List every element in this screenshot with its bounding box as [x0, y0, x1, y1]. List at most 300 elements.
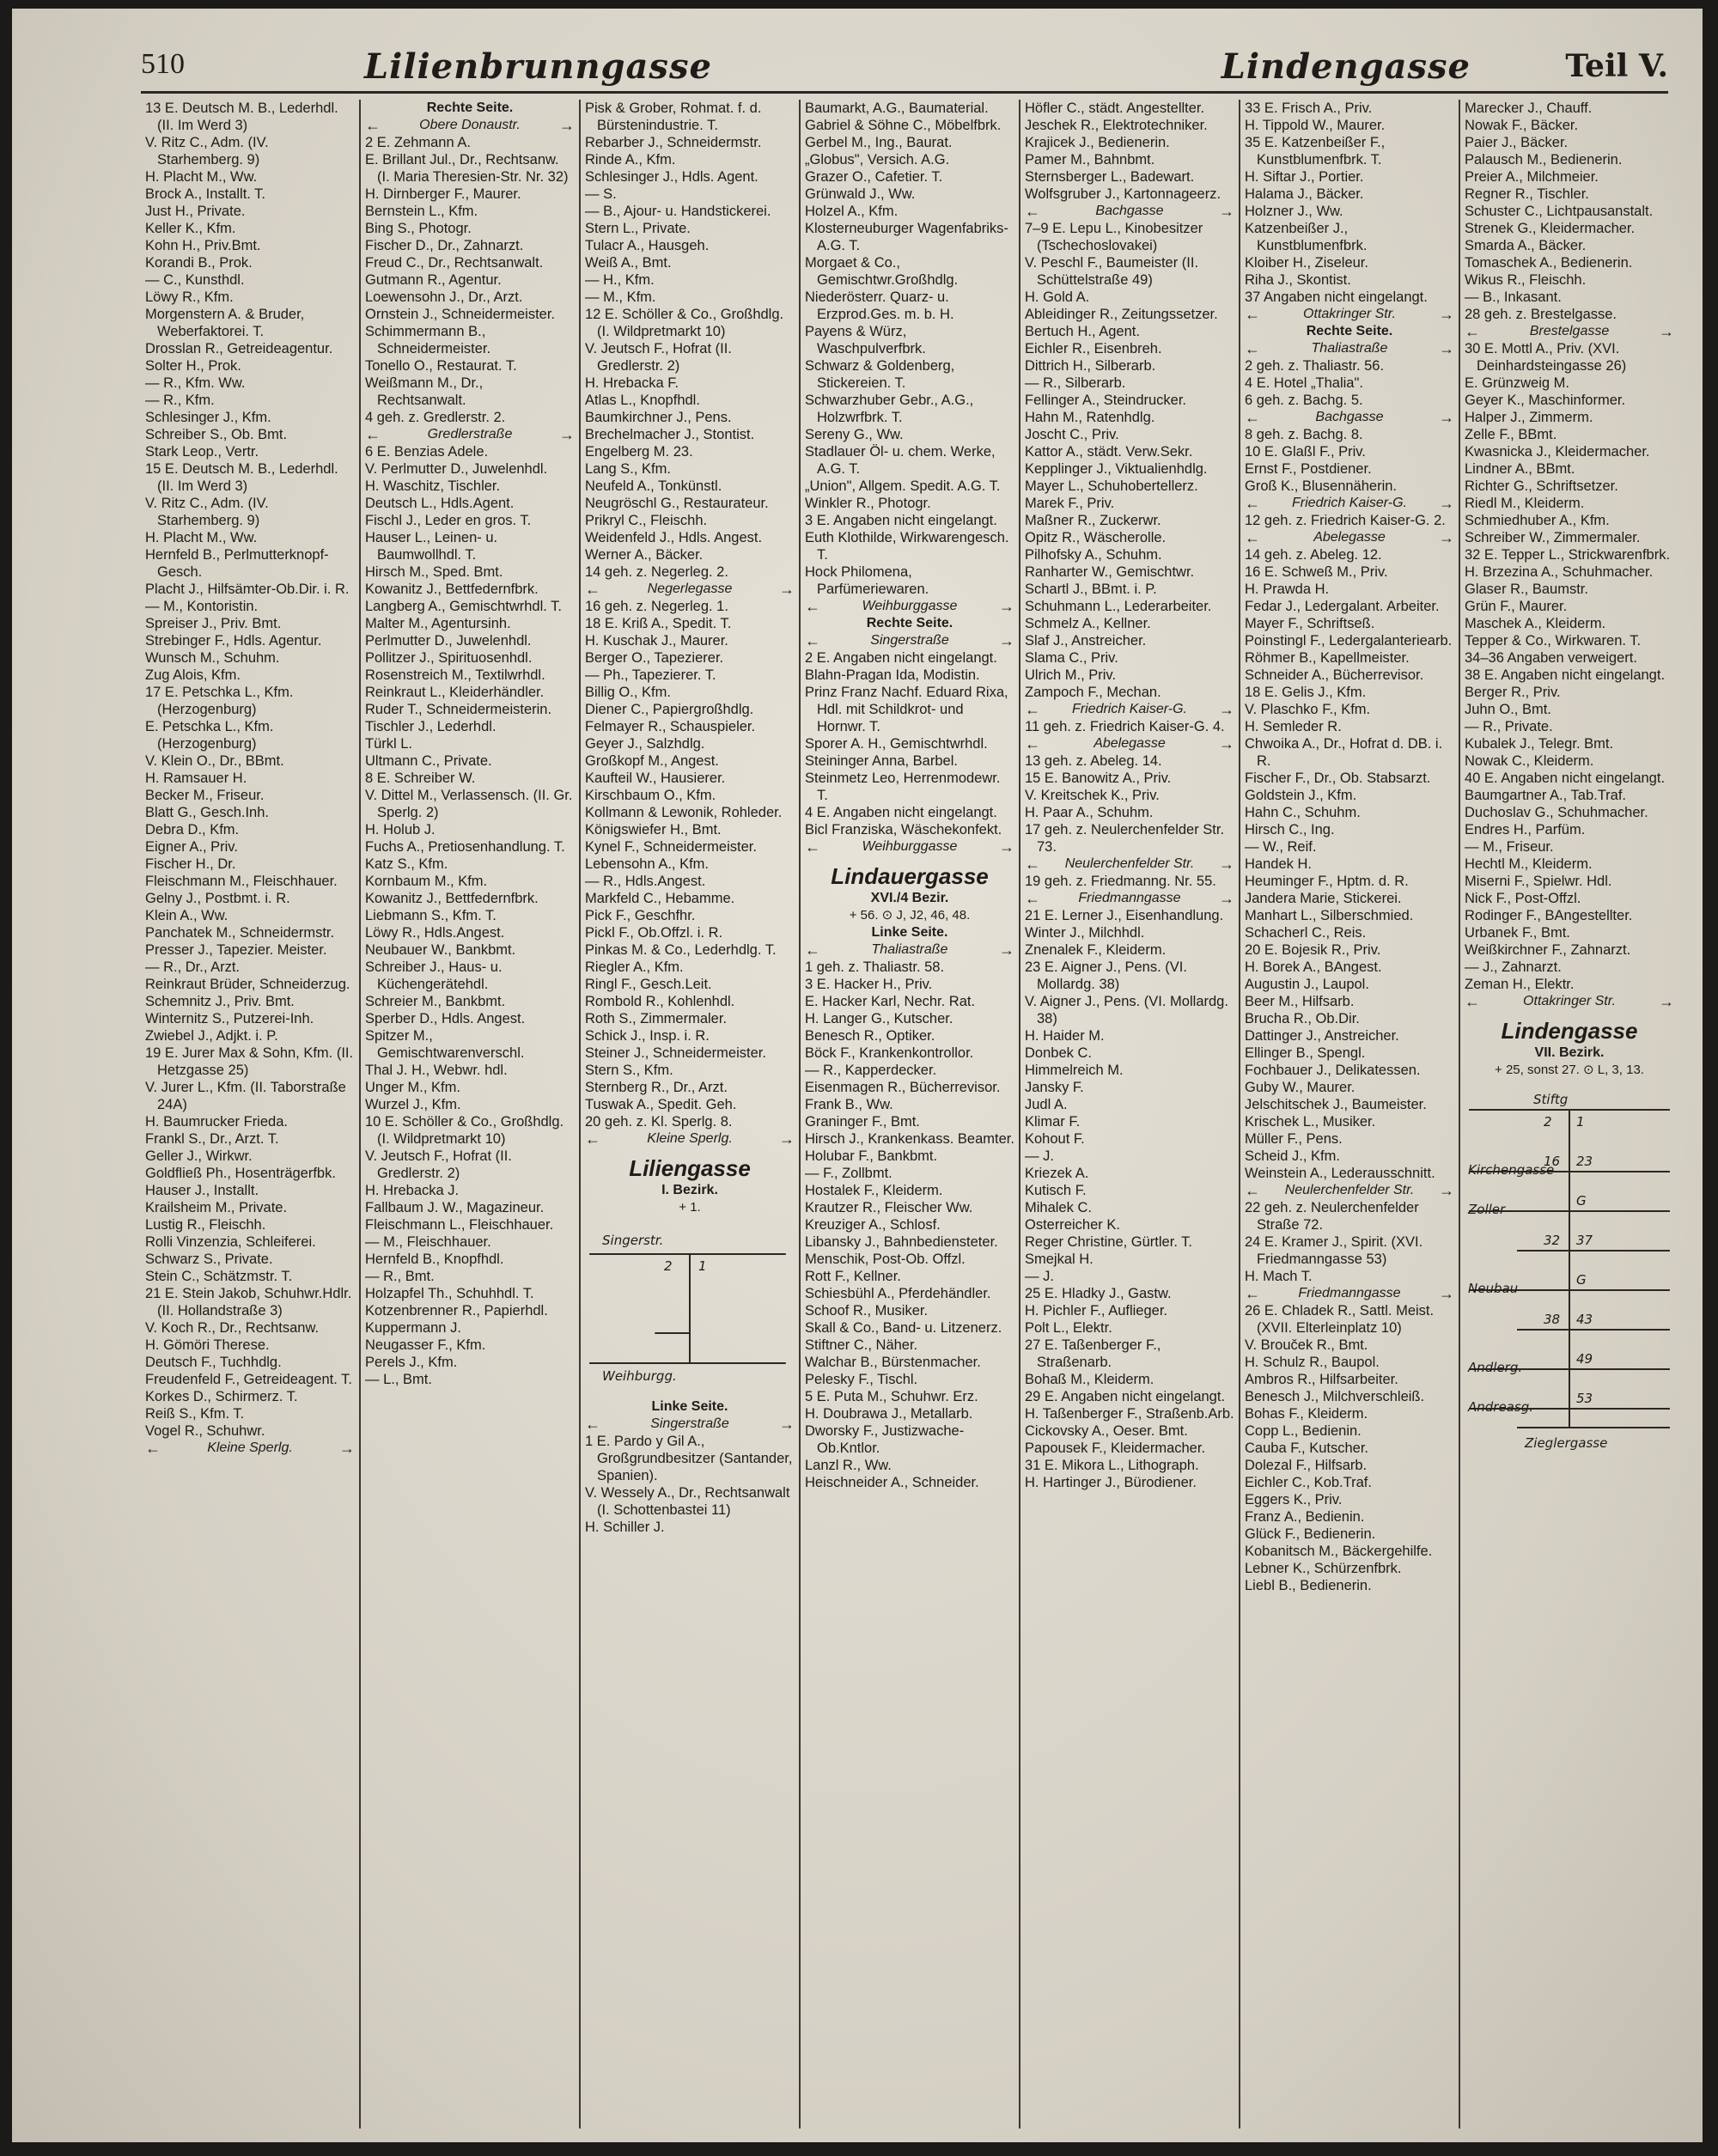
directory-entry: Unger M., Kfm.: [365, 1080, 460, 1095]
directory-entry: Perlmutter D., Juwelenhdl.: [365, 633, 532, 649]
directory-entry: Franz A., Bedienin.: [1245, 1509, 1365, 1525]
arrow-right-icon: →: [998, 598, 1014, 615]
directory-entry: Fischer H., Dr.: [145, 856, 236, 872]
directory-entry: Handek H.: [1245, 856, 1312, 872]
directory-entry: Rinde A., Kfm.: [585, 152, 676, 167]
arrow-left-icon: ←: [1025, 890, 1040, 907]
arrow-right-icon: →: [1219, 856, 1234, 873]
arrow-left-icon: ←: [365, 117, 381, 134]
directory-entry: Manhart L., Silberschmied.: [1245, 908, 1414, 923]
directory-entry: Reinkraut L., Kleiderhändler.: [365, 685, 545, 700]
directory-entry: Pick F., Geschfhr.: [585, 908, 696, 923]
directory-entry: Fleischmann L., Fleischhauer.: [365, 1217, 554, 1233]
directory-entry: — R., Silberarb.: [1025, 375, 1126, 391]
directory-entry: Rott F., Kellner.: [805, 1269, 901, 1284]
cross-street: [1245, 1285, 1454, 1302]
directory-entry: — J., Zahnarzt.: [1465, 959, 1562, 975]
directory-entry: Fallbaum J. W., Magazineur.: [365, 1200, 545, 1215]
directory-entry: Fleischmann M., Fleischhauer.: [145, 874, 338, 889]
transit-note: + 56. ⊙ J, J2, 46, 48.: [849, 908, 971, 923]
directory-entry: 28 geh. z. Brestelgasse.: [1465, 307, 1617, 322]
directory-entry: Hirsch J., Krankenkass. Beamter.: [805, 1131, 1014, 1147]
directory-entry: 12 geh. z. Friedrich Kaiser-G. 2.: [1245, 513, 1446, 528]
cross-street-name: Brestelgasse: [1529, 324, 1610, 338]
directory-entry: 20 geh. z. Kl. Sperlg. 8.: [585, 1114, 733, 1130]
directory-entry: Ornstein J., Schneidermeister.: [365, 307, 556, 322]
directory-entry: H. Mach T.: [1245, 1269, 1313, 1284]
directory-entry: H. Placht M., Ww.: [145, 169, 258, 185]
directory-entry: H. Doubrawa J., Metallarb.: [805, 1406, 973, 1422]
directory-entry: Jelschitschek J., Baumeister.: [1245, 1097, 1427, 1112]
directory-entry: H. Tippold W., Maurer.: [1245, 118, 1386, 133]
street-heading: Lindauergasse: [831, 863, 989, 889]
cross-street-name: Ottakringer Str.: [1303, 307, 1396, 321]
section-heading: Rechte Seite.: [426, 100, 514, 115]
cross-street-name: Friedmanngasse: [1078, 891, 1181, 905]
directory-entry: Winter J., Milchhdl.: [1025, 925, 1145, 941]
directory-entry: Heischneider A., Schneider.: [805, 1475, 979, 1490]
arrow-right-icon: →: [1218, 890, 1234, 907]
directory-entry: Marecker J., Chauff.: [1465, 100, 1593, 116]
directory-entry: Loewensohn J., Dr., Arzt.: [365, 289, 523, 305]
arrow-left-icon: ←: [1465, 993, 1480, 1010]
directory-entry: Joscht C., Priv.: [1025, 427, 1119, 442]
cross-street-name: Thaliastraße: [871, 942, 948, 957]
directory-entry: V. Jeutsch F., Hofrat (II. Gredlerstr. 2): [585, 341, 732, 374]
arrow-right-icon: →: [1219, 701, 1234, 718]
directory-entry: Ernst F., Postdiener.: [1245, 461, 1372, 477]
directory-entry: V. Klein O., Dr., BBmt.: [145, 753, 284, 769]
directory-entry: 4 E. Angaben nicht eingelangt.: [805, 805, 997, 820]
directory-entry: Steinmetz Leo, Herrenmodewr. T.: [805, 770, 1001, 803]
directory-entry: Röhmer B., Kapellmeister.: [1245, 650, 1410, 666]
cross-street: [1025, 890, 1234, 907]
directory-entry: Rosenstreich M., Textilwrhdl.: [365, 667, 545, 683]
directory-entry: Ranharter W., Gemischtwr.: [1025, 564, 1195, 580]
sketch-house-number: 49: [1576, 1351, 1593, 1367]
sketch-house-number: 23: [1576, 1154, 1593, 1169]
sketch-house-number: 16: [1544, 1154, 1561, 1169]
directory-entry: Hahn C., Schuhm.: [1245, 805, 1361, 820]
directory-entry: Walchar B., Bürstenmacher.: [805, 1355, 981, 1370]
directory-entry: Sternsberger L., Badewart.: [1025, 169, 1195, 185]
directory-entry: Keller K., Kfm.: [145, 221, 236, 236]
directory-entry: Schimmermann B., Schneidermeister.: [365, 324, 491, 356]
directory-entry: Neubauer W., Bankbmt.: [365, 942, 516, 958]
cross-street: [1245, 529, 1454, 546]
directory-entry: H. Brzezina A., Schuhmacher.: [1465, 564, 1654, 580]
directory-entry: Baumgartner A., Tab.Traf.: [1465, 788, 1627, 803]
arrow-right-icon: →: [1439, 495, 1454, 512]
directory-entry: 35 E. Katzenbeißer F., Kunstblumenfbrk. T.: [1245, 135, 1386, 167]
directory-entry: 10 E. Glaßl F., Priv.: [1245, 444, 1366, 460]
directory-entry: Kotzenbrenner R., Papierhdl.: [365, 1303, 548, 1319]
directory-entry: Tomaschek A., Bedienerin.: [1465, 255, 1633, 271]
directory-entry: Perels J., Kfm.: [365, 1355, 458, 1370]
directory-entry: Wunsch M., Schuhm.: [145, 650, 280, 666]
directory-entry: Nowak C., Kleiderm.: [1465, 753, 1594, 769]
directory-entry: Pisk & Grober, Rohmat. f. d. Bürstenindustrie. T.: [585, 100, 762, 133]
directory-entry: 6 E. Benzias Adele.: [365, 444, 489, 460]
directory-entry: Bertuch H., Agent.: [1025, 324, 1140, 339]
directory-entry: Böck F., Krankenkontrollor.: [805, 1045, 974, 1061]
directory-entry: Winternitz S., Putzerei-Inh.: [145, 1011, 314, 1026]
directory-entry: 3 E. Angaben nicht eingelangt.: [805, 513, 997, 528]
sketch-bottom-street: Zieglergasse: [1525, 1435, 1608, 1451]
directory-entry: 17 E. Petschka L., Kfm. (Herzogenburg): [145, 685, 294, 717]
cross-street: [1465, 993, 1674, 1010]
cross-street: [805, 941, 1014, 959]
directory-entry: Hernfeld B., Perlmutterknopf-Gesch.: [145, 547, 329, 580]
directory-entry: Sternberg R., Dr., Arzt.: [585, 1080, 728, 1095]
directory-entry: 8 E. Schreiber W.: [365, 770, 476, 786]
left-running-head: Lilienbrunngasse: [364, 46, 712, 87]
directory-entry: Schemnitz J., Priv. Bmt.: [145, 994, 295, 1009]
arrow-right-icon: →: [1439, 529, 1454, 546]
cross-street: [1245, 1182, 1454, 1199]
directory-entry: V. Koch R., Dr., Rechtsanw.: [145, 1320, 320, 1336]
directory-entry: Nowak F., Bäcker.: [1465, 118, 1579, 133]
directory-entry: Schuhmann L., Lederarbeiter.: [1025, 599, 1212, 614]
cross-street-name: Abelegasse: [1313, 530, 1386, 545]
directory-entry: Maschek A., Kleiderm.: [1465, 616, 1606, 631]
sketch-house-number: 43: [1576, 1312, 1593, 1327]
directory-entry: Kubalek J., Telegr. Bmt.: [1465, 736, 1614, 752]
cross-street: [1245, 495, 1454, 512]
directory-entry: E. Hacker Karl, Nechr. Rat.: [805, 994, 976, 1009]
directory-entry: 24 E. Kramer J., Spirit. (XVI. Friedmanngasse 53): [1245, 1234, 1423, 1267]
directory-entry: Judl A.: [1025, 1097, 1068, 1112]
arrow-left-icon: ←: [1025, 203, 1040, 220]
directory-entry: — R., Dr., Arzt.: [145, 959, 241, 975]
directory-entry: Malter M., Agentursinh.: [365, 616, 511, 631]
arrow-left-icon: ←: [585, 1416, 600, 1433]
directory-entry: Osterreicher K.: [1025, 1217, 1120, 1233]
directory-entry: H. Borek A., BAngest.: [1245, 959, 1382, 975]
directory-entry: Baumkirchner J., Pens.: [585, 410, 732, 425]
sketch-house-number: G: [1576, 1193, 1587, 1209]
cross-street: [1025, 735, 1234, 752]
directory-entry: Nick F., Post-Offzl.: [1465, 891, 1581, 906]
arrow-left-icon: ←: [1025, 856, 1040, 873]
directory-entry: Lebner K., Schürzenfbrk.: [1245, 1561, 1402, 1576]
arrow-right-icon: →: [999, 632, 1014, 649]
directory-entry: Wikus R., Fleischh.: [1465, 272, 1587, 288]
directory-entry: Hirsch M., Sped. Bmt.: [365, 564, 503, 580]
directory-entry: Marek F., Priv.: [1025, 496, 1115, 511]
directory-entry: — F., Zollbmt.: [805, 1166, 893, 1181]
directory-entry: 30 E. Mottl A., Priv. (XVI. Deinhardsteingasse 26): [1465, 341, 1627, 374]
directory-entry: — J.: [1025, 1148, 1054, 1164]
directory-entry: Engelberg M. 23.: [585, 444, 693, 460]
directory-entry: 4 E. Hotel „Thalia".: [1245, 375, 1363, 391]
directory-entry: Dworsky F., Justizwache-Ob.Kntlor.: [805, 1423, 965, 1456]
cross-street-name: Kleine Sperlg.: [207, 1440, 293, 1455]
arrow-left-icon: ←: [1245, 529, 1260, 546]
directory-entry: Paier J., Bäcker.: [1465, 135, 1569, 150]
sketch-top-street: Singerstr.: [602, 1233, 664, 1248]
directory-entry: Pinkas M. & Co., Lederhdlg. T.: [585, 942, 777, 958]
directory-entry: Duchoslav G., Schuhmacher.: [1465, 805, 1648, 820]
directory-entry: Prikryl C., Fleischh.: [585, 513, 708, 528]
directory-entry: Euth Klothilde, Wirkwarengesch. T.: [805, 530, 1009, 563]
directory-entry: Kuppermann J.: [365, 1320, 461, 1336]
cross-street-name: Thaliastraße: [1311, 341, 1388, 356]
directory-entry: 14 geh. z. Negerleg. 2.: [585, 564, 728, 580]
sketch-cross-street: Andlerg.: [1468, 1360, 1523, 1375]
directory-entry: Gutmann R., Agentur.: [365, 272, 502, 288]
directory-entry: Juhn O., Bmt.: [1465, 702, 1551, 717]
directory-entry: Ableidinger R., Zeitungssetzer.: [1025, 307, 1218, 322]
directory-entry: H. Hrebacka F.: [585, 375, 679, 391]
directory-entry: Katzenbeißer J., Kunstblumenfbrk.: [1245, 221, 1368, 253]
directory-entry: 10 E. Schöller & Co., Großhdlg. (I. Wildpretmarkt 10): [365, 1114, 564, 1147]
right-running-head: Lindengasse: [1221, 46, 1471, 87]
directory-entry: Brock A., Installt. T.: [145, 186, 266, 202]
directory-entry: Graninger F., Bmt.: [805, 1114, 920, 1130]
sketch-cross-street: Neubau: [1468, 1281, 1519, 1296]
directory-entry: Markfeld C., Hebamme.: [585, 891, 735, 906]
cross-street-name: Weihburggasse: [862, 599, 958, 613]
directory-entry: Strenek G., Kleidermacher.: [1465, 221, 1636, 236]
directory-entry: — M., Friseur.: [1465, 839, 1554, 855]
directory-entry: H. Schiller J.: [585, 1520, 665, 1535]
directory-entry: Stark Leop., Vertr.: [145, 444, 259, 460]
cross-street-name: Abelegasse: [1094, 736, 1166, 751]
district-label: XVI./4 Bezir.: [870, 891, 949, 905]
directory-entry: Kowanitz J., Bettfedernfbrk.: [365, 582, 539, 597]
directory-entry: — B., Inkasant.: [1465, 289, 1562, 305]
directory-entry: Schreiber W., Zimmermaler.: [1465, 530, 1641, 545]
part-label: Teil V.: [1565, 48, 1668, 84]
cross-street-name: Neulerchenfelder Str.: [1064, 856, 1195, 871]
directory-entry: Goldfließ Ph., Hosenträgerfbk.: [145, 1166, 336, 1181]
cross-street: [1025, 856, 1234, 873]
directory-entry: Strebinger F., Hdls. Agentur.: [145, 633, 322, 649]
directory-entry: Weißmann M., Dr., Rechtsanwalt.: [365, 375, 484, 408]
directory-entry: Stein C., Schätzmstr. T.: [145, 1269, 293, 1284]
directory-entry: Schmiedhuber A., Kfm.: [1465, 513, 1610, 528]
directory-entry: 32 E. Tepper L., Strickwarenfbrk.: [1465, 547, 1671, 563]
directory-entry: Urbanek F., Bmt.: [1465, 925, 1570, 941]
directory-entry: Dittrich H., Silberarb.: [1025, 358, 1156, 374]
directory-entry: Grünwald J., Ww.: [805, 186, 916, 202]
directory-entry: — R., Kfm.: [145, 393, 215, 408]
sketch-house-number: 2: [664, 1258, 673, 1274]
directory-entry: H. Gömöri Therese.: [145, 1337, 270, 1353]
arrow-right-icon: →: [1218, 203, 1234, 220]
directory-entry: Grün F., Maurer.: [1465, 599, 1568, 614]
arrow-left-icon: ←: [1245, 495, 1260, 512]
directory-entry: Löwy R., Kfm.: [145, 289, 234, 305]
directory-entry: Hernfeld B., Knopfhdl.: [365, 1252, 504, 1267]
directory-entry: Just H., Private.: [145, 204, 246, 219]
directory-entry: — R., Hdls.Angest.: [585, 874, 706, 889]
arrow-left-icon: ←: [1025, 701, 1040, 718]
directory-entry: Fischer D., Dr., Zahnarzt.: [365, 238, 524, 253]
directory-entry: Regner R., Tischler.: [1465, 186, 1589, 202]
column-7: [1460, 100, 1678, 2129]
directory-entry: Schoof R., Musiker.: [805, 1303, 929, 1319]
sketch-house-number: 2: [1544, 1114, 1552, 1130]
directory-entry: Benesch R., Optiker.: [805, 1028, 935, 1044]
directory-entry: Kaufteil W., Hausierer.: [585, 770, 726, 786]
transit-note: + 25, sonst 27. ⊙ L, 3, 13.: [1495, 1063, 1644, 1077]
directory-entry: Morgenstern A. & Bruder, Weberfaktorei. T.: [145, 307, 305, 339]
directory-entry: Stern L., Private.: [585, 221, 691, 236]
directory-entry: „Globus", Versich. A.G.: [805, 152, 950, 167]
cross-street-name: Kleine Sperlg.: [647, 1131, 733, 1146]
arrow-left-icon: ←: [1245, 306, 1260, 323]
page-header: [141, 43, 1668, 94]
cross-street-name: Friedrich Kaiser-G.: [1292, 496, 1407, 510]
directory-entry: Schiesbühl A., Pferdehändler.: [805, 1286, 991, 1301]
directory-entry: Rolli Vinzenzia, Schleiferei.: [145, 1234, 316, 1250]
directory-entry: Pilhofsky A., Schuhm.: [1025, 547, 1162, 563]
directory-entry: Presser J., Tapezier. Meister.: [145, 942, 327, 958]
cross-street: [365, 426, 575, 443]
directory-entry: E. Grünzweig M.: [1465, 375, 1569, 391]
directory-entry: Neugasser F., Kfm.: [365, 1337, 486, 1353]
arrow-left-icon: ←: [1245, 1285, 1260, 1302]
directory-entry: Niederösterr. Quarz- u. Erzprod.Ges. m. b. H.: [805, 289, 954, 322]
directory-entry: Fischer F., Dr., Ob. Stabsarzt.: [1245, 770, 1431, 786]
arrow-left-icon: ←: [145, 1440, 161, 1457]
directory-entry: Grazer O., Cafetier. T.: [805, 169, 943, 185]
directory-entry: Liebmann S., Kfm. T.: [365, 908, 497, 923]
directory-entry: V. Jurer L., Kfm. (II. Taborstraße 24A): [145, 1080, 346, 1112]
sketch-house-number: 37: [1576, 1233, 1593, 1248]
directory-entry: Steiner J., Schneidermeister.: [585, 1045, 766, 1061]
directory-entry: Felmayer R., Schauspieler.: [585, 719, 756, 734]
directory-entry: H. Holub J.: [365, 822, 436, 837]
transit-note: + 1.: [679, 1200, 701, 1215]
directory-entry: 2 geh. z. Thaliastr. 56.: [1245, 358, 1385, 374]
directory-entry: Ruder T., Schneidermeisterin.: [365, 702, 552, 717]
directory-entry: — J.: [1025, 1269, 1054, 1284]
column-5: [1020, 100, 1240, 2129]
directory-entry: Wolfsgruber J., Kartonnageerz.: [1025, 186, 1221, 202]
directory-entry: 18 E. Gelis J., Kfm.: [1245, 685, 1367, 700]
directory-entry: Prinz Franz Nachf. Eduard Rixa, Hdl. mit Schildkrot- und Hornwr. T.: [805, 685, 1008, 734]
directory-entry: — M., Kontoristin.: [145, 599, 259, 614]
directory-entry: Payens & Würz, Waschpulverfbrk.: [805, 324, 926, 356]
directory-entry: 22 geh. z. Neulerchenfelder Straße 72.: [1245, 1200, 1419, 1233]
directory-entry: 11 geh. z. Friedrich Kaiser-G. 4.: [1025, 719, 1225, 734]
cross-street: [585, 1130, 795, 1148]
directory-entry: Becker M., Friseur.: [145, 788, 265, 803]
directory-entry: Höfler C., städt. Angestellter.: [1025, 100, 1205, 116]
arrow-right-icon: →: [558, 426, 575, 443]
arrow-right-icon: →: [1438, 1285, 1454, 1302]
directory-entry: Gelny J., Postbmt. i. R.: [145, 891, 290, 906]
arrow-right-icon: →: [339, 1440, 355, 1457]
arrow-right-icon: →: [1438, 409, 1454, 426]
directory-entry: Berger R., Priv.: [1465, 685, 1561, 700]
directory-entry: Rebarber J., Schneidermstr.: [585, 135, 762, 150]
section-heading: Linke Seite.: [651, 1399, 728, 1414]
directory-entry: Winkler R., Photogr.: [805, 496, 931, 511]
directory-entry: Tepper & Co., Wirkwaren. T.: [1465, 633, 1642, 649]
directory-entry: Schick J., Insp. i. R.: [585, 1028, 710, 1044]
directory-entry: Vogel R., Schuhwr.: [145, 1423, 265, 1439]
directory-entry: Blahn-Pragan Ida, Modistin.: [805, 667, 980, 683]
directory-entry: Glück F., Bedienerin.: [1245, 1526, 1376, 1542]
arrow-right-icon: →: [1438, 306, 1454, 323]
cross-street-name: Neulerchenfelder Str.: [1284, 1183, 1415, 1197]
directory-entry: Lang S., Kfm.: [585, 461, 671, 477]
sketch-cross-street: Kirchengasse: [1468, 1162, 1555, 1178]
directory-entry: Stern S., Kfm.: [585, 1063, 673, 1078]
cross-street-name: Bachgasse: [1315, 410, 1384, 424]
directory-entry: Tischler J., Lederhdl.: [365, 719, 497, 734]
arrow-left-icon: ←: [805, 838, 820, 856]
column-4: [801, 100, 1020, 2129]
arrow-right-icon: →: [998, 838, 1014, 856]
directory-entry: Lebensohn A., Kfm.: [585, 856, 710, 872]
directory-entry: Zwiebel J., Adjkt. i. P.: [145, 1028, 278, 1044]
cross-street: [1025, 701, 1234, 718]
directory-entry: Mayer F., Schriftseß.: [1245, 616, 1375, 631]
directory-entry: Schwarz S., Private.: [145, 1252, 273, 1267]
directory-entry: — S.: [585, 186, 617, 202]
directory-entry: Krischek L., Musiker.: [1245, 1114, 1376, 1130]
directory-entry: Solter H., Prok.: [145, 358, 241, 374]
directory-entry: Rodinger F., BAngestellter.: [1465, 908, 1633, 923]
arrow-right-icon: →: [779, 1416, 795, 1433]
directory-entry: Morgaet & Co., Gemischtwr.Großhdlg.: [805, 255, 959, 288]
arrow-left-icon: ←: [1245, 1182, 1260, 1199]
directory-page: [12, 9, 1703, 2142]
directory-entry: Hahn M., Ratenhdlg.: [1025, 410, 1155, 425]
directory-entry: Frankl S., Dr., Arzt. T.: [145, 1131, 279, 1147]
directory-entry: — R., Kapperdecker.: [805, 1063, 937, 1078]
directory-entry: 33 E. Frisch A., Priv.: [1245, 100, 1373, 116]
directory-entry: Kobanitsch M., Bäckergehilfe.: [1245, 1544, 1433, 1559]
directory-entry: Poinstingl F., Ledergalanteriearb.: [1245, 633, 1453, 649]
directory-entry: Chwoika A., Dr., Hofrat d. DB. i. R.: [1245, 736, 1443, 769]
cross-street: [145, 1440, 355, 1457]
section-heading: Rechte Seite.: [866, 616, 953, 630]
directory-entry: Ellinger B., Spengl.: [1245, 1045, 1366, 1061]
directory-entry: Hostalek F., Kleiderm.: [805, 1183, 943, 1198]
directory-entry: Beer M., Hilfsarb.: [1245, 994, 1355, 1009]
arrow-left-icon: ←: [1245, 340, 1260, 357]
directory-entry: H. Pichler F., Auflieger.: [1025, 1303, 1167, 1319]
directory-entry: Kloiber H., Ziseleur.: [1245, 255, 1368, 271]
directory-entry: Augustin J., Laupol.: [1245, 977, 1369, 992]
directory-entry: 6 geh. z. Bachg. 5.: [1245, 393, 1363, 408]
directory-entry: 1 E. Pardo y Gil A., Großgrundbesitzer (Santander, Spanien).: [585, 1434, 793, 1483]
directory-entry: 15 E. Banowitz A., Priv.: [1025, 770, 1172, 786]
arrow-left-icon: ←: [365, 426, 381, 443]
directory-entry: E. Petschka L., Kfm. (Herzogenburg): [145, 719, 274, 752]
directory-entry: Eichler R., Eisenbreh.: [1025, 341, 1162, 356]
directory-entry: Fischl J., Leder en gros. T.: [365, 513, 532, 528]
directory-entry: Zampoch F., Mechan.: [1025, 685, 1161, 700]
arrow-right-icon: →: [1439, 1182, 1454, 1199]
directory-entry: Wurzel J., Kfm.: [365, 1097, 461, 1112]
directory-entry: Königswiefer H., Bmt.: [585, 822, 722, 837]
directory-entry: Znenalek F., Kleiderm.: [1025, 942, 1167, 958]
directory-entry: H. Hartinger J., Bürodiener.: [1025, 1475, 1197, 1490]
directory-entry: 8 geh. z. Bachg. 8.: [1245, 427, 1363, 442]
directory-entry: Sporer A. H., Gemischtwrhdl.: [805, 736, 988, 752]
directory-entry: Bicl Franziska, Wäschekonfekt.: [805, 822, 1002, 837]
directory-entry: Opitz R., Wäscherolle.: [1025, 530, 1167, 545]
cross-street: [585, 1416, 795, 1433]
directory-entry: 13 E. Deutsch M. B., Lederhdl. (II. Im Werd 3): [145, 100, 338, 133]
